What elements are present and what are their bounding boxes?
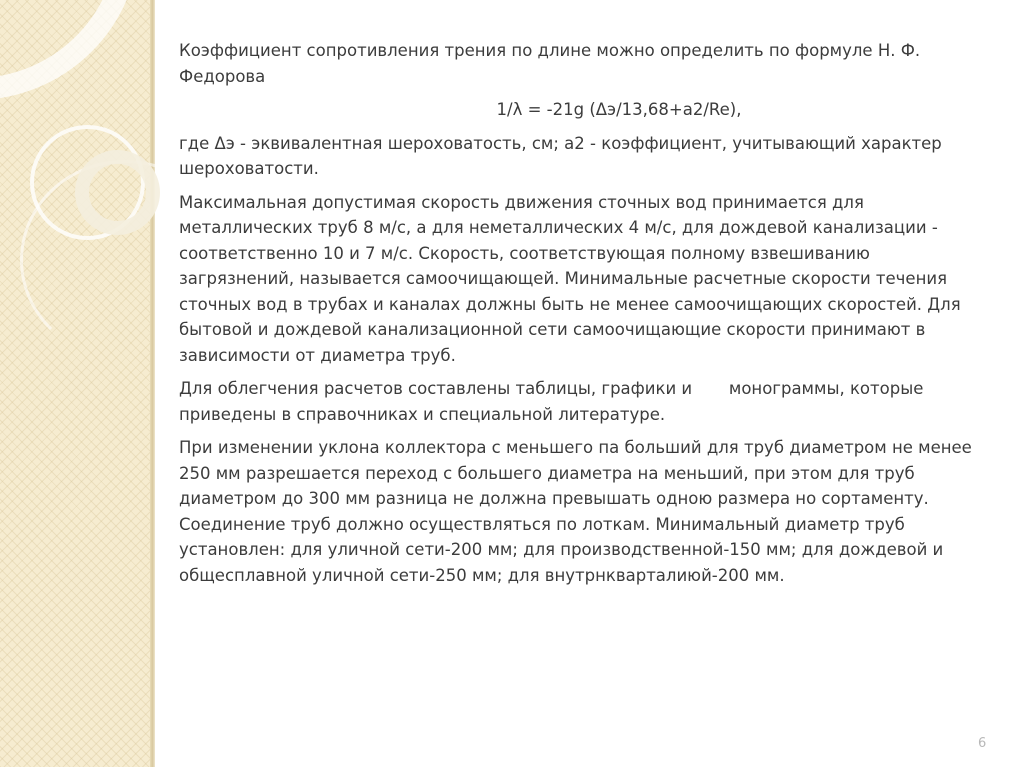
page-number: 6 xyxy=(978,736,987,751)
slide-body xyxy=(179,38,979,596)
paragraph-roughness-definition: где Δэ - эквивалентная шероховатость, см; а2 - коэффициент, учитывающий характер шероховатости. xyxy=(179,133,942,178)
decorative-band-edge xyxy=(150,0,155,767)
decorative-ring-small xyxy=(75,150,160,235)
paragraph-slope-change: При изменении уклона коллектора с меньшего па больший для труб диаметром не менее 250 мм разрешается переход с большего диаметра на меньший, при этом для труб диаметром до 300 мм разница не должна превышать одною размера но сортаменту. Соединение труб должно осуществляться по лоткам. Минимальный диаметр труб установлен: для уличной сети-200 мм; для производственной-150 мм; для дождевой и общесплавной уличной сети-250 мм; для внутрнкварталиюй-200 мм. xyxy=(179,438,972,585)
decorative-side-band xyxy=(0,0,153,767)
formula: 1/λ = -21g (Δэ/13,68+а2/Re), xyxy=(496,100,742,119)
paragraph-friction-coefficient: Коэффициент сопротивления трения по длине можно определить по формуле Н. Ф. Федорова xyxy=(179,41,921,86)
paragraph-tables-graphs: Для облегчения расчетов составлены таблицы, графики и монограммы, которые приведены в справочниках и специальной литературе. xyxy=(179,379,929,424)
paragraph-max-velocity: Максимальная допустимая скорость движения сточных вод принимается для металлических труб 8 м/с, а для неметаллических 4 м/с, для дождевой канализации - соответственно 10 и 7 м/с. Скорость, соответствующая полному взвешиванию загрязнений, называется самоочищающей. Минимальные расчетные скорости течения сточных вод в трубах и каналах должны быть не менее самоочищающих скоростей. Для бытовой и дождевой канализационной сети самоочищающие скорости принимают в зависимости от диаметра труб. xyxy=(179,192,961,365)
